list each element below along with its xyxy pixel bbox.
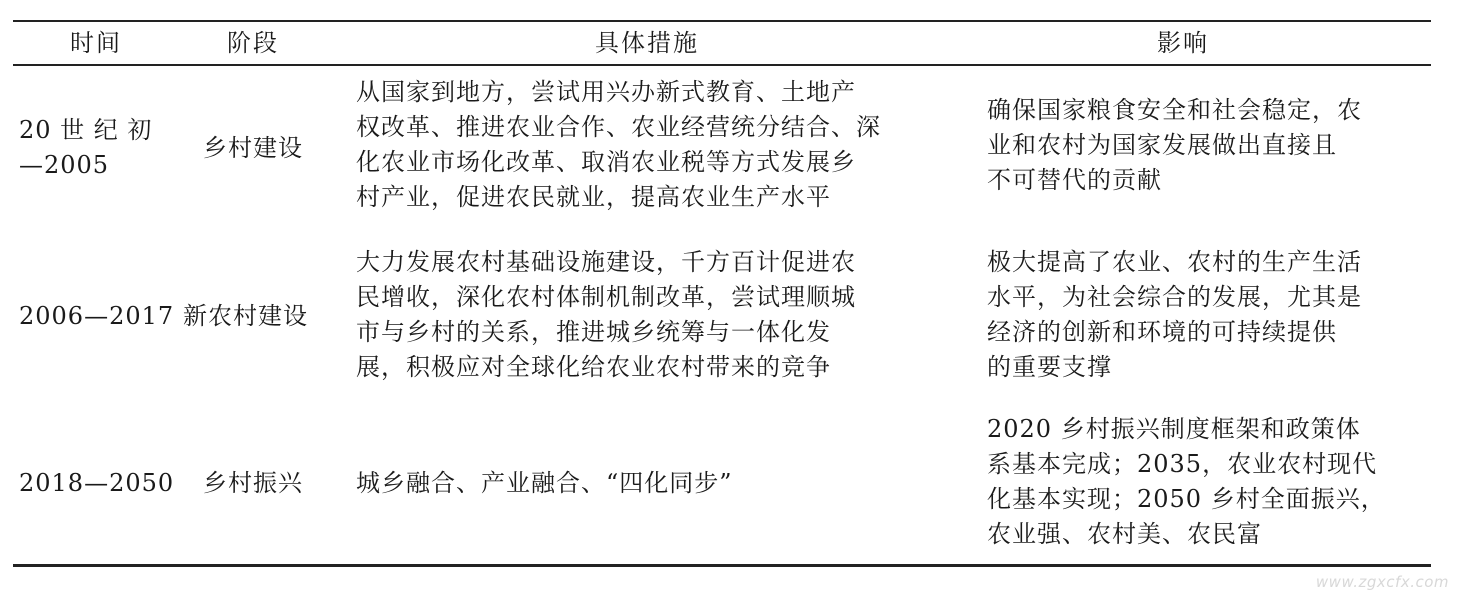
header-measures: 具体措施 <box>595 29 699 57</box>
row-1-time <box>19 113 152 183</box>
row-1-impact-line-1: 确保国家粮食安全和社会稳定，农 <box>987 96 1362 124</box>
row-1-stage: 乡村建设 <box>203 134 303 162</box>
row-1-impact-line-2: 业和农村为国家发展做出直接且 <box>987 131 1337 159</box>
row-3-impact-line-4: 农业强、农村美、农民富 <box>987 520 1262 548</box>
row-2-measures <box>356 245 856 385</box>
row-3-impact-line-3: 化基本实现；2050 乡村全面振兴， <box>987 485 1386 513</box>
row-3-impact <box>987 412 1386 552</box>
row-2-measures-line-1: 大力发展农村基础设施建设，千方百计促进农 <box>356 248 856 276</box>
row-2-time <box>19 299 174 334</box>
table-header-rule <box>13 64 1431 66</box>
row-3-impact-line-2: 系基本完成；2035，农业农村现代 <box>987 450 1378 478</box>
row-2-impact <box>987 245 1362 385</box>
row-3-measures-line-1: 城乡融合、产业融合、“四化同步” <box>356 469 733 497</box>
row-1-time-line-1: 20 世 纪 初 <box>19 116 153 144</box>
header-impact: 影响 <box>1157 29 1209 57</box>
row-2-impact-line-1: 极大提高了农业、农村的生产生活 <box>987 248 1362 276</box>
row-3-time <box>19 466 174 501</box>
row-3-measures <box>356 466 733 501</box>
row-1-measures-line-3: 化农业市场化改革、取消农业税等方式发展乡 <box>356 148 856 176</box>
row-2-measures-line-3: 市与乡村的关系，推进城乡统筹与一体化发 <box>356 318 831 346</box>
row-1-impact-line-3: 不可替代的贡献 <box>987 166 1162 194</box>
row-2-measures-line-2: 民增收，深化农村体制机制改革，尝试理顺城 <box>356 283 856 311</box>
row-2-impact-line-3: 经济的创新和环境的可持续提供 <box>987 318 1337 346</box>
header-time: 时间 <box>70 29 122 57</box>
row-3-impact-line-1: 2020 乡村振兴制度框架和政策体 <box>987 415 1361 443</box>
row-3-stage: 乡村振兴 <box>203 469 303 497</box>
row-1-measures <box>356 75 881 215</box>
table-top-rule <box>13 20 1431 22</box>
header-stage: 阶段 <box>227 29 279 57</box>
watermark-text: www.zgxcfx.com <box>1315 573 1449 591</box>
row-1-measures-line-4: 村产业，促进农民就业，提高农业生产水平 <box>356 183 831 211</box>
table-bottom-rule <box>13 564 1431 567</box>
row-2-measures-line-4: 展，积极应对全球化给农业农村带来的竞争 <box>356 353 831 381</box>
row-2-time-line-1: 2006—2017 <box>19 302 175 330</box>
row-2-impact-line-2: 水平，为社会综合的发展，尤其是 <box>987 283 1362 311</box>
row-3-time-line-1: 2018—2050 <box>19 469 175 497</box>
row-1-measures-line-2: 权改革、推进农业合作、农业经营统分结合、深 <box>356 113 881 141</box>
row-1-measures-line-1: 从国家到地方，尝试用兴办新式教育、土地产 <box>356 78 856 106</box>
row-1-time-line-2: —2005 <box>19 151 110 179</box>
row-1-impact <box>987 93 1362 198</box>
row-2-impact-line-4: 的重要支撑 <box>987 353 1112 381</box>
row-2-stage: 新农村建设 <box>183 302 308 330</box>
